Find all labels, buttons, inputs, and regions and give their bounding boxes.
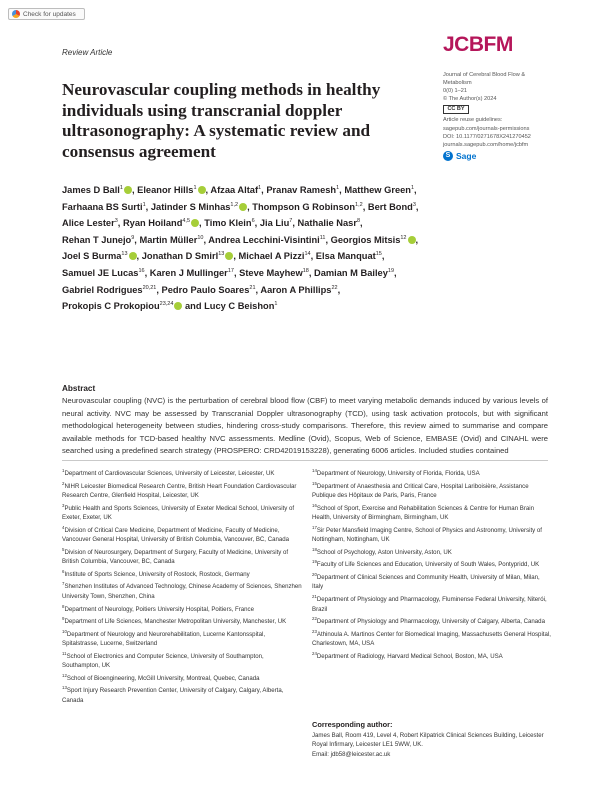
article-type: Review Article <box>62 48 113 57</box>
orcid-icon[interactable] <box>124 186 132 194</box>
journal-meta <box>443 71 563 162</box>
author-name-text: Bert Bond <box>367 201 413 212</box>
orcid-icon[interactable] <box>239 203 247 211</box>
affiliation-number: 2 <box>62 480 65 486</box>
affiliation-number: 18 <box>312 546 317 552</box>
author-name[interactable] <box>162 285 259 295</box>
affiliation-text: Faculty of Life Sciences and Education, University of South Wales, Pontypridd, UK <box>316 561 540 569</box>
author-separator: , <box>233 251 236 262</box>
author-separator: , <box>337 284 341 295</box>
journal-meta-line: 0(0) 1–21 <box>443 88 467 95</box>
author-separator: , <box>325 234 329 245</box>
author-name[interactable] <box>252 202 365 212</box>
author-separator: , <box>362 201 366 212</box>
affiliation-number: 16 <box>312 502 317 508</box>
affiliation-item <box>62 602 302 615</box>
corresponding-email[interactable]: Email: jdb58@leicester.ac.uk <box>312 750 391 758</box>
affiliation-item <box>312 501 552 523</box>
affiliations-left <box>62 466 302 705</box>
author-affiliation-ref: 20,21 <box>142 284 157 291</box>
affiliation-text: Department of Cardiovascular Sciences, University of Leicester, Leicester, UK <box>64 470 275 477</box>
author-separator: , <box>233 267 237 278</box>
affiliation-text: Sport Injury Research Prevention Center, University of Calgary, Calgary, Alberta, Canada <box>62 687 284 704</box>
author-affiliation-ref: 7 <box>289 218 293 225</box>
author-affiliation-ref: 11 <box>319 234 326 241</box>
author-affiliation-ref: 8 <box>356 218 361 225</box>
author-name[interactable] <box>331 235 418 245</box>
author-name[interactable] <box>62 251 139 261</box>
author-name-text: Jonathan D Smirl <box>141 251 219 262</box>
affiliation-text: Sir Peter Mansfield Imaging Centre, School of Physics and Astronomy, University of Nottingham, Nottingham, UK <box>312 526 543 544</box>
author-name[interactable] <box>62 285 159 295</box>
affiliation-text: Department of Radiology, Harvard Medical School, Boston, MA, USA <box>316 652 503 660</box>
affiliation-item <box>62 567 302 580</box>
affiliation-item <box>312 570 552 592</box>
affiliation-item <box>62 501 302 523</box>
author-separator: , <box>134 234 137 245</box>
author-affiliation-ref: 21 <box>249 284 256 291</box>
affiliation-number: 17 <box>312 524 317 530</box>
orcid-icon[interactable] <box>198 186 206 194</box>
author-name-text: Eleanor Hills <box>137 185 194 195</box>
author-name-text: Martin Müller <box>139 234 198 245</box>
sage-icon: S <box>443 151 453 161</box>
author-name[interactable] <box>204 218 257 228</box>
orcid-icon[interactable] <box>129 252 137 260</box>
affiliation-number: 7 <box>62 581 65 587</box>
author-affiliation-ref: 1 <box>336 185 340 191</box>
affiliation-text: School of Electronics and Computer Science, University of Southampton, Southampton, UK <box>62 652 264 670</box>
author-affiliation-ref: 1 <box>258 185 262 191</box>
affiliation-text: Department of Neurology, Poitiers University Hospital, Poitiers, France <box>64 605 254 613</box>
author-name-text: Gabriel Rodrigues <box>62 284 143 295</box>
author-separator: , <box>254 218 258 229</box>
affiliation-item <box>62 579 302 601</box>
author-name[interactable] <box>151 202 250 212</box>
author-name-text: Samuel JE Lucas <box>62 267 139 278</box>
author-affiliation-ref: 13 <box>218 251 225 258</box>
author-affiliation-ref: 22 <box>331 284 338 291</box>
affiliation-text: Department of Neurology, University of Florida, Florida, USA <box>316 470 480 477</box>
author-affiliation-ref: 13 <box>121 251 128 258</box>
article-title: Neurovascular coupling methods in healthy individuals using transcranial doppler ultrasonography: A systematic review and consensus agreement <box>62 80 381 161</box>
affiliation-item <box>62 479 302 501</box>
author-name[interactable] <box>239 251 314 261</box>
affiliation-text: Division of Critical Care Medicine, Department of Medicine, Faculty of Medicine, Vancouver General Hospital, University of British Columbia, Vancouver, BC, Canada <box>62 526 290 544</box>
affiliation-text: Department of Life Sciences, Manchester Metropolitan University, Manchester, UK <box>64 618 287 626</box>
crossmark-icon <box>12 10 20 18</box>
author-name[interactable] <box>344 185 416 195</box>
author-separator: , <box>394 267 397 278</box>
author-name-text: Pranav Ramesh <box>266 185 337 195</box>
author-name[interactable] <box>62 202 148 212</box>
affiliation-text: Department of Physiology and Pharmacology, Fluminense Federal University, Niterói, Brazil <box>312 596 547 613</box>
author-name-text: Afzaa Altaf <box>210 185 259 195</box>
author-name[interactable] <box>204 301 277 311</box>
journal-meta-line: Article reuse guidelines: <box>443 117 503 124</box>
affiliation-text: School of Psychology, Aston University, Aston, UK <box>316 548 452 556</box>
affiliation-text: Institute of Sports Science, University of Rostock, Rostock, Germany <box>64 570 250 578</box>
affiliation-text: Public Health and Sports Sciences, University of Exeter Medical School, University of Exeter, Exeter, UK <box>62 504 295 522</box>
affiliation-item <box>62 545 302 567</box>
affiliation-item <box>312 479 552 501</box>
author-name-text: Andrea Lecchini-Visintini <box>208 234 320 245</box>
author-separator: , <box>255 284 259 295</box>
author-name-text: Karen J Mullinger <box>149 267 228 278</box>
affiliation-number: 1 <box>62 468 65 473</box>
author-separator: , <box>136 251 140 262</box>
affiliation-text: NIHR Leicester Biomedical Research Centre, British Heart Foundation Cardiovascular Research Centre, Glenfield Hospital, Leicester, UK <box>62 482 297 500</box>
author-name[interactable] <box>260 218 295 228</box>
author-separator: , <box>205 185 209 195</box>
author-affiliation-ref: 19 <box>387 267 395 274</box>
affiliation-number: 15 <box>312 480 317 486</box>
author-separator: , <box>292 218 295 229</box>
author-affiliation-ref: 18 <box>302 267 309 274</box>
author-separator: , <box>415 234 419 245</box>
creative-commons-icon[interactable]: CC BY <box>443 105 469 114</box>
author-separator: , <box>261 185 264 195</box>
author-name[interactable] <box>62 301 202 311</box>
author-separator: , <box>203 234 207 245</box>
author-separator: , <box>310 251 314 262</box>
author-name-text: Michael A Pizzi <box>238 251 305 262</box>
affiliation-text: Department of Anaesthesia and Critical Care, Hospital Lariboisière, Assistance Publique des Hôpitaux de Paris, Paris, France <box>312 482 529 500</box>
check-for-updates-badge[interactable] <box>8 8 85 20</box>
divider <box>62 460 548 461</box>
author-separator: , <box>156 284 159 295</box>
affiliation-number: 21 <box>312 594 317 600</box>
affiliation-text: Department of Clinical Sciences and Community Health, University of Milan, Milan, Italy <box>312 573 540 591</box>
affiliation-item <box>62 614 302 627</box>
affiliation-item <box>312 627 552 649</box>
author-name[interactable] <box>62 268 147 278</box>
author-name[interactable] <box>62 235 137 245</box>
author-affiliation-ref: 12 <box>400 234 407 241</box>
author-name[interactable] <box>150 268 237 278</box>
corresponding-heading: Corresponding author: <box>312 720 393 729</box>
author-affiliation-ref: 23,24 <box>159 301 174 308</box>
affiliation-number: 11 <box>62 650 67 656</box>
affiliation-text: Athinoula A. Martinos Center for Biomedical Imaging, Massachusetts General Hospital, Charlestown, MA, USA <box>312 630 551 648</box>
author-affiliation-ref: 9 <box>131 234 135 241</box>
author-affiliation-ref: 10 <box>197 234 204 241</box>
author-list <box>62 181 427 314</box>
affiliation-item <box>62 649 302 671</box>
author-separator: , <box>117 218 121 229</box>
affiliation-text: Shenzhen Institutes of Advanced Technology, Chinese Academy of Sciences, Shenzhen University Town, Shenzhen, China <box>62 583 302 601</box>
author-name[interactable] <box>314 268 397 278</box>
author-name-text: Prokopis C Prokopiou <box>62 301 160 312</box>
author-name-text: Damian M Bailey <box>314 267 388 278</box>
author-separator: , <box>199 218 202 229</box>
affiliation-item <box>312 545 552 558</box>
author-separator: , <box>308 267 312 278</box>
affiliation-number: 14 <box>312 468 317 473</box>
author-name-text: Thompson G Robinson <box>252 201 356 212</box>
author-separator: and <box>182 301 202 312</box>
journal-meta-line: Journal of Cerebral Blood Flow & <box>443 72 526 78</box>
author-name-text: Aaron A Phillips <box>260 284 332 295</box>
affiliation-text: Department of Neurology and Neurorehabilitation, Lucerne Kantonsspital, Spitalstrasse, Lucerne, Switzerland <box>62 630 266 648</box>
author-name[interactable] <box>62 185 135 195</box>
author-affiliation-ref: 1 <box>119 185 123 191</box>
author-name-text: Ryan Hoiland <box>122 218 183 229</box>
author-name[interactable] <box>210 185 263 195</box>
author-affiliation-ref: 15 <box>375 251 382 258</box>
author-separator: , <box>415 201 419 212</box>
affiliation-item <box>62 627 302 649</box>
author-name[interactable] <box>62 218 120 228</box>
author-affiliation-ref: 1 <box>142 201 146 208</box>
author-name-text: Alice Lester <box>62 218 115 229</box>
affiliation-number: 6 <box>62 568 65 574</box>
affiliation-number: 4 <box>62 524 65 530</box>
author-name-text: Rehan T Junejo <box>62 234 132 245</box>
affiliation-number: 20 <box>312 571 317 577</box>
author-affiliation-ref: 1 <box>193 185 197 191</box>
orcid-icon[interactable] <box>191 219 199 227</box>
author-name-text: Joel S Burma <box>62 251 122 262</box>
author-name[interactable] <box>239 268 311 278</box>
author-name[interactable] <box>139 235 206 245</box>
affiliation-item <box>62 523 302 545</box>
publisher-name: Sage <box>456 150 477 161</box>
author-name[interactable] <box>123 218 202 228</box>
affiliation-number: 8 <box>62 603 65 609</box>
author-name[interactable] <box>316 251 385 261</box>
author-name[interactable] <box>266 185 341 195</box>
journal-home-link[interactable]: journals.sagepub.com/home/jcbfm <box>443 141 529 148</box>
journal-meta-line: Metabolism <box>443 80 472 87</box>
author-affiliation-ref: 14 <box>304 251 311 258</box>
author-affiliation-ref: 1 <box>274 301 278 308</box>
author-name[interactable] <box>260 285 340 295</box>
affiliation-item <box>312 466 552 479</box>
author-name-text: Steve Mayhew <box>239 267 303 278</box>
affiliation-item <box>62 683 302 705</box>
author-affiliation-ref: 17 <box>227 267 234 274</box>
affiliation-number: 3 <box>62 502 65 508</box>
affiliation-item <box>312 592 552 614</box>
affiliation-item <box>312 614 552 627</box>
affiliations-right <box>312 466 552 661</box>
publisher-logo[interactable] <box>443 150 563 162</box>
author-affiliation-ref: 16 <box>138 267 145 274</box>
author-separator: , <box>131 185 135 195</box>
author-separator: , <box>414 185 417 195</box>
author-name[interactable] <box>208 235 328 245</box>
author-separator: , <box>144 267 148 278</box>
affiliation-number: 22 <box>312 616 317 622</box>
corresponding-address: James Ball, Room 419, Level 4, Robert Kilpatrick Clinical Sciences Building, Leicester Royal Infirmary, Leicester LE1 5WW, UK. <box>312 731 544 749</box>
author-name-text: Lucy C Beishon <box>204 301 275 312</box>
author-separator: , <box>339 185 342 195</box>
affiliation-text: Division of Neurosurgery, Department of Surgery, Faculty of Medicine, University of British Columbia, Vancouver, BC, Canada <box>62 548 289 566</box>
author-affiliation-ref: 1 <box>410 185 415 191</box>
affiliation-item <box>312 523 552 545</box>
author-affiliation-ref: 1,2 <box>355 201 363 208</box>
author-name-text: Elsa Manquat <box>315 251 376 262</box>
affiliation-text: School of Sport, Exercise and Rehabilitation Sciences & Centre for Human Brain Health, University of Birmingham, Birmingham, UK <box>312 504 535 522</box>
author-separator: , <box>247 201 250 212</box>
author-name-text: Jia Liu <box>259 218 290 229</box>
author-name-text: Nathalie Nasr <box>297 218 357 229</box>
author-name-text: Timo Klein <box>204 218 252 229</box>
author-affiliation-ref: 1,2 <box>230 201 239 208</box>
author-name-text: Matthew Green <box>344 185 411 195</box>
affiliation-number: 10 <box>62 628 67 634</box>
affiliation-number: 19 <box>312 559 317 565</box>
author-separator: , <box>145 201 149 212</box>
affiliation-number: 9 <box>62 616 65 622</box>
author-name[interactable] <box>142 251 236 261</box>
author-name-text: James D Ball <box>62 185 120 195</box>
abstract-heading: Abstract <box>62 384 96 393</box>
author-name[interactable] <box>368 202 419 212</box>
author-affiliation-ref: 3 <box>412 201 416 208</box>
affiliation-number: 13 <box>62 685 67 691</box>
author-name-text: Georgios Mitsis <box>330 234 401 245</box>
orcid-icon[interactable] <box>408 236 416 244</box>
check-for-updates-label: Check for updates <box>23 10 76 18</box>
author-affiliation-ref: 3 <box>114 218 118 225</box>
corresponding-author <box>312 720 552 759</box>
affiliation-text: School of Bioengineering, McGill University, Montreal, Quebec, Canada <box>66 674 260 682</box>
affiliation-number: 23 <box>312 628 317 634</box>
doi-link[interactable]: DOI: 10.1177/0271678X241270452 <box>443 133 531 140</box>
affiliation-number: 24 <box>312 650 317 656</box>
affiliation-number: 12 <box>62 672 67 678</box>
affiliation-number: 5 <box>62 546 65 552</box>
affiliation-item <box>312 649 552 662</box>
author-affiliation-ref: 4,5 <box>182 218 191 225</box>
author-name[interactable] <box>298 218 363 228</box>
author-name[interactable] <box>137 185 208 195</box>
affiliation-item <box>312 557 552 570</box>
affiliation-item <box>62 466 302 479</box>
affiliation-text: Department of Physiology and Pharmacology, University of Calgary, Alberta, Canada <box>316 618 545 626</box>
author-name-text: Jatinder S Minhas <box>150 201 231 212</box>
author-name-text: Pedro Paulo Soares <box>161 284 250 295</box>
journal-logo[interactable]: JCBFM <box>443 33 513 56</box>
author-affiliation-ref: 6 <box>251 218 255 225</box>
author-separator: , <box>381 251 385 262</box>
abstract <box>62 384 548 458</box>
author-name-text: Farhaana BS Surti <box>62 201 143 212</box>
affiliation-item <box>62 671 302 684</box>
author-separator: , <box>360 218 363 229</box>
journal-meta-line: © The Author(s) 2024 <box>443 96 497 103</box>
permissions-link[interactable]: sagepub.com/journals-permissions <box>443 125 530 132</box>
abstract-text: Neurovascular coupling (NVC) is the perturbation of cerebral blood flow (CBF) to meet varying metabolic demands induced by various levels of neural activity. NVC may be assessed by Transcranial Doppler ultrasonography (TCD), using task activation protocols, but with significant methodological heterogeneity between studies, hindering cross-study comparisons. Therefore, this review aimed to summarise and compare available methods for TCD-based healthy NVC assessments. Medline (Ovid), Scopus, Web of Science, EMBASE (Ovid) and CINAHL were searched using a predefined search strategy (PROSPERO: CRD42019153228), generating 6006 articles. Included studies contained <box>62 396 548 455</box>
